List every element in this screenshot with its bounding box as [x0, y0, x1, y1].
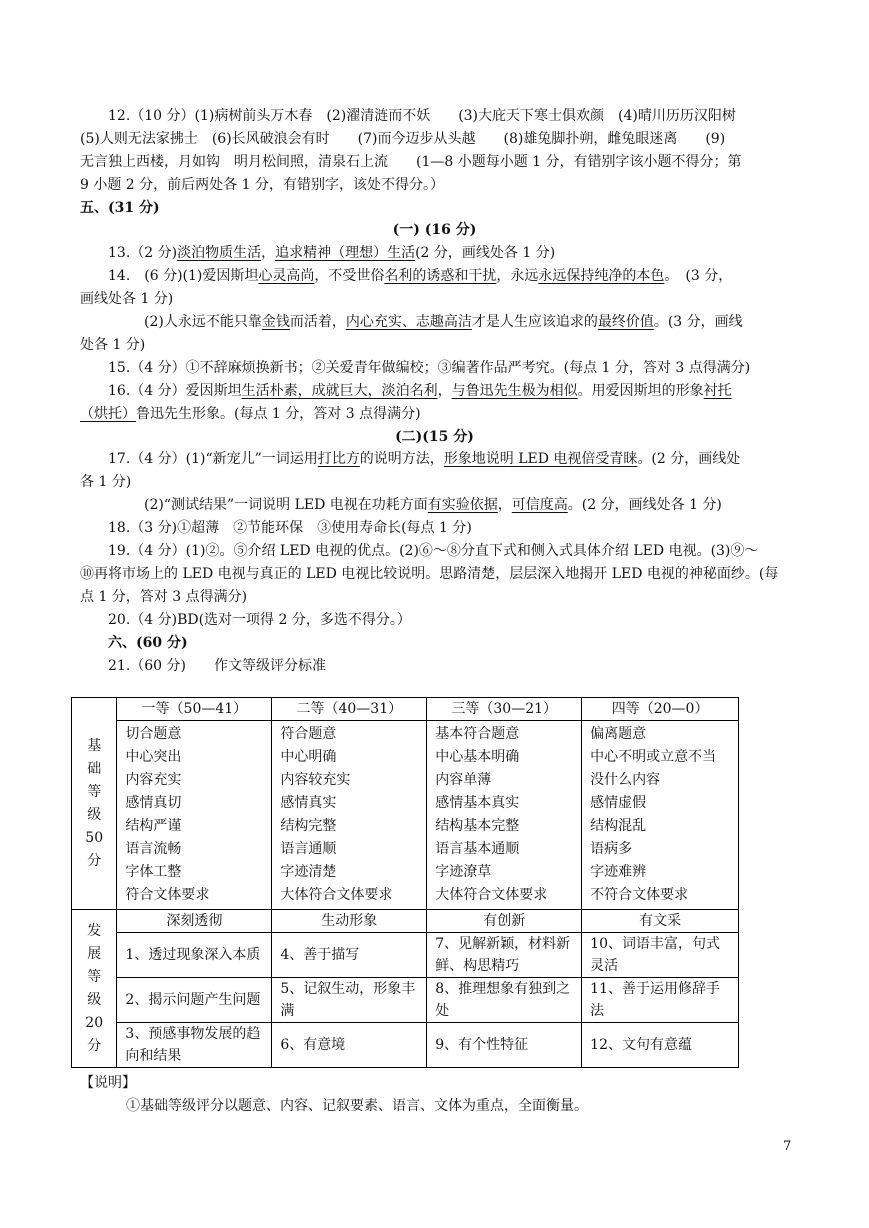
- grade-header-1: 一等（50—41）: [117, 698, 272, 721]
- dev-label-char: 级: [87, 991, 102, 1008]
- dev-cell-text: 1、透过现象深入本质: [125, 947, 261, 963]
- q14b-prefix: (2)人永远不能只靠: [144, 314, 262, 330]
- dev-cell: [582, 1023, 739, 1068]
- criteria-item: 语言基本通顺: [435, 841, 520, 857]
- basic-label-char: 级: [87, 806, 102, 823]
- q16-score: 鲁迅先生形象。(每点 1 分，答对 3 点得满分): [136, 406, 421, 422]
- q14a-continuation: 画线处各 1 分): [80, 291, 174, 307]
- q17b-sep: ，: [497, 497, 512, 513]
- q14-part1: [108, 265, 732, 287]
- essay-grading-table: [71, 697, 739, 1068]
- q16-prefix: 16.（4 分）爱因斯坦: [108, 383, 242, 399]
- dev-cell-text: 2、揭示问题产生问题: [125, 992, 261, 1008]
- dev-cell-text: 鲜、构思精巧: [435, 958, 520, 974]
- criteria-item: 感情真切: [125, 795, 182, 811]
- criteria-item: 内容充实: [125, 772, 182, 788]
- q16-answer-3: 衬托: [703, 383, 732, 399]
- q17a-text: 的说明方法，: [359, 451, 444, 467]
- q12-line2: (5)人则无法家拂士 (6)长风破浪会有时 (7)而今迈步从头越 (8)雄兔脚扑朔，雌兔眼迷离 (9): [80, 131, 726, 147]
- basic-label-char: 分: [87, 852, 102, 869]
- q16-text: 。用爱因斯坦的形象: [577, 383, 704, 399]
- q16-line2: [80, 403, 421, 425]
- dev-cell: [427, 933, 582, 978]
- q19-line2: ⑩再将市场上的 LED 电视与真正的 LED 电视比较说明。思路清楚，层层深入地揭开 LED 电视的神秘面纱。(每: [80, 566, 779, 582]
- criteria-item: 字迹难辨: [590, 864, 647, 880]
- criteria-item: 语言流畅: [125, 841, 182, 857]
- q14a-text-1: ，不受世俗: [314, 268, 385, 284]
- dev-cell-text: 满: [280, 1003, 295, 1019]
- q12-line1: 12.（10 分）(1)病树前头万木春 (2)濯清涟而不妖 (3)大庇天下寒士俱欢颜 (4)晴川历历汉阳树: [108, 108, 736, 124]
- section-5-title: 五、(31 分): [80, 200, 160, 216]
- q14a-prefix: 14. (6 分)(1)爱因斯坦: [108, 268, 259, 284]
- criteria-item: 感情真实: [280, 795, 337, 811]
- criteria-item: 感情虚假: [590, 795, 647, 811]
- q14a-score: 。 (3 分，: [664, 268, 733, 284]
- dev-cell: [582, 978, 739, 1023]
- q16-line1: [108, 380, 732, 402]
- criteria-item: 内容单薄: [435, 772, 492, 788]
- q17a-answer-2: 形象地说明 LED 电视倍受青睐: [443, 451, 638, 467]
- dev-cell-text: 处: [435, 1003, 450, 1019]
- criteria-item: 结构基本完整: [435, 818, 520, 834]
- q17a-continuation: 各 1 分): [80, 474, 132, 490]
- dev-cell-text: 7、见解新颖，材料新: [435, 936, 571, 952]
- dev-header-4: 有文采: [582, 910, 739, 933]
- q14b-text-1: 而活着，: [289, 314, 346, 330]
- dev-cell-text: 4、善于描写: [280, 947, 360, 963]
- development-level-label: [72, 910, 117, 1068]
- q14b-continuation: 处各 1 分): [80, 337, 146, 353]
- dev-label-char: 20: [85, 1014, 104, 1031]
- q17b-answer-1: 有实验依据: [427, 497, 498, 513]
- dev-cell-text: 灵活: [590, 958, 619, 974]
- dev-cell: [427, 978, 582, 1023]
- basic-level-label: [72, 698, 117, 910]
- dev-label-char: 等: [87, 968, 102, 985]
- q12-line3: 无言独上西楼，月如钩 明月松间照，清泉石上流 (1—8 小题每小题 1 分，有错别字该小题不得分；第: [80, 154, 742, 170]
- criteria-item: 大体符合文体要求: [435, 887, 548, 903]
- grade-2-criteria: [272, 721, 427, 910]
- dev-cell-text: 9、有个性特征: [435, 1037, 529, 1053]
- q17b-score: 。(2 分，画线处各 1 分): [567, 497, 722, 513]
- dev-cell-text: 6、有意境: [280, 1037, 346, 1053]
- grade-header-4: 四等（20—0）: [582, 698, 739, 721]
- criteria-item: 中心不明或立意不当: [590, 749, 717, 765]
- criteria-item: 结构严谨: [125, 818, 182, 834]
- criteria-item: 中心明确: [280, 749, 337, 765]
- dev-label-char: 分: [87, 1037, 102, 1054]
- dev-cell: [117, 978, 272, 1023]
- criteria-item: 切合题意: [125, 726, 182, 742]
- criteria-item: 语言通顺: [280, 841, 337, 857]
- dev-cell-text: 向和结果: [125, 1048, 182, 1064]
- dev-cell: [582, 933, 739, 978]
- q14a-answer-2: 名利的诱惑和干扰: [384, 268, 497, 284]
- q16-sep: ，: [437, 383, 452, 399]
- q20: 20.（4 分)BD(选对一项得 2 分，多选不得分。）: [108, 612, 411, 628]
- q14b-answer-2: 内心充实、志趣高洁: [345, 314, 472, 330]
- criteria-item: 符合题意: [280, 726, 337, 742]
- dev-cell: [427, 1023, 582, 1068]
- q14a-answer-3: 永远保持纯净的本色: [538, 268, 665, 284]
- dev-cell-text: 11、善于运用修辞手: [590, 981, 720, 997]
- dev-label-char: 展: [87, 945, 102, 962]
- q13-answer-2: 追求精神（理想）生活: [275, 245, 416, 261]
- dev-cell-text: 12、文句有意蕴: [590, 1037, 692, 1053]
- q19-line1: 19.（4 分）(1)②。⑤介绍 LED 电视的优点。(2)⑥～⑧分直下式和侧入式具体介绍 LED 电视。(3)⑨～: [108, 543, 759, 559]
- basic-label-char: 50: [85, 829, 104, 846]
- dev-cell-text: 5、记叙生动，形象丰: [280, 981, 416, 997]
- criteria-item: 字迹清楚: [280, 864, 337, 880]
- criteria-item: 字迹潦草: [435, 864, 492, 880]
- q13: [108, 242, 555, 264]
- basic-label-char: 等: [87, 783, 102, 800]
- grade-4-criteria: [582, 721, 739, 910]
- dev-cell-text: 3、预感事物发展的趋: [125, 1026, 261, 1042]
- q18: 18.（3 分)①超薄 ②节能环保 ③使用寿命长(每点 1 分): [108, 520, 472, 536]
- note-title: 【说明】: [80, 1075, 136, 1091]
- subsection-2-title: (二)(15 分): [395, 429, 474, 445]
- criteria-item: 结构完整: [280, 818, 337, 834]
- q16-answer-1: 生活朴素，成就巨大，淡泊名利: [241, 383, 438, 399]
- page-number: 7: [783, 1139, 792, 1154]
- dev-header-2: 生动形象: [272, 910, 427, 933]
- dev-cell-text: 10、词语丰富，句式: [590, 936, 720, 952]
- criteria-item: 符合文体要求: [125, 887, 210, 903]
- grade-header-3: 三等（30—21）: [427, 698, 582, 721]
- dev-header-1: 深刻透彻: [117, 910, 272, 933]
- q15: 15.（4 分）①不辞麻烦换新书；②关爱青年做编校；③编著作品严考究。(每点 1 分，答对 3 点得满分): [108, 360, 751, 376]
- criteria-item: 中心突出: [125, 749, 182, 765]
- q19-line3: 点 1 分，答对 3 点得满分): [80, 589, 248, 605]
- q17a-prefix: 17.（4 分）(1)“新宠儿”一词运用: [108, 451, 318, 467]
- q17a-score: 。(2 分，画线处: [637, 451, 741, 467]
- grade-header-2: 二等（40—31）: [272, 698, 427, 721]
- criteria-item: 没什么内容: [590, 772, 661, 788]
- q12-line4: 9 小题 2 分，前后两处各 1 分，有错别字，该处不得分。）: [80, 177, 444, 193]
- criteria-item: 语病多: [590, 841, 633, 857]
- q17-part2: [144, 494, 722, 516]
- criteria-item: 感情基本真实: [435, 795, 520, 811]
- grade-1-criteria: [117, 721, 272, 910]
- q17-part1: [108, 448, 740, 470]
- q21: 21.（60 分) 作文等级评分标准: [108, 658, 326, 674]
- criteria-item: 基本符合题意: [435, 726, 520, 742]
- q13-answer-1: 淡泊物质生活: [177, 245, 262, 261]
- q14b-answer-3: 最终价值: [597, 314, 654, 330]
- q14b-text-2: 才是人生应该追求的: [471, 314, 598, 330]
- dev-cell: [272, 933, 427, 978]
- basic-label-char: 础: [87, 760, 102, 777]
- basic-label-char: 基: [87, 737, 102, 754]
- q13-prefix: 13.（2 分): [108, 245, 178, 261]
- q17b-prefix: (2)“测试结果”一词说明 LED 电视在功耗方面: [144, 497, 428, 513]
- subsection-1-title: (一) (16 分): [392, 222, 477, 238]
- criteria-item: 中心基本明确: [435, 749, 520, 765]
- dev-cell: [272, 978, 427, 1023]
- q17b-answer-2: 可信度高: [511, 497, 568, 513]
- q14b-score: 。(3 分，画线: [653, 314, 743, 330]
- q16-answer-2: 与鲁迅先生极为相似: [451, 383, 578, 399]
- q13-sep: ，: [261, 245, 276, 261]
- criteria-item: 偏离题意: [590, 726, 647, 742]
- criteria-item: 不符合文体要求: [590, 887, 689, 903]
- q13-score: (2 分，画线处各 1 分): [415, 245, 556, 261]
- dev-cell-text: 法: [590, 1003, 605, 1019]
- criteria-item: 结构混乱: [590, 818, 647, 834]
- note-item-1: ①基础等级评分以题意、内容、记叙要素、语言、文体为重点，全面衡量。: [126, 1098, 588, 1114]
- q14a-answer-1: 心灵高尚: [258, 268, 315, 284]
- dev-header-3: 有创新: [427, 910, 582, 933]
- q14a-text-2: ，永远: [496, 268, 539, 284]
- criteria-item: 字体工整: [125, 864, 182, 880]
- dev-cell: [272, 1023, 427, 1068]
- criteria-item: 大体符合文体要求: [280, 887, 393, 903]
- grade-3-criteria: [427, 721, 582, 910]
- q14b-answer-1: 金钱: [261, 314, 290, 330]
- section-6-title: 六、(60 分): [108, 635, 188, 651]
- dev-label-char: 发: [87, 922, 102, 939]
- dev-cell: [117, 1023, 272, 1068]
- dev-cell-text: 8、推理想象有独到之: [435, 981, 571, 997]
- q17a-answer-1: 打比方: [317, 451, 360, 467]
- q16-answer-4: （烘托）: [80, 406, 136, 422]
- criteria-item: 内容较充实: [280, 772, 351, 788]
- q14-part2: [144, 311, 743, 333]
- dev-cell: [117, 933, 272, 978]
